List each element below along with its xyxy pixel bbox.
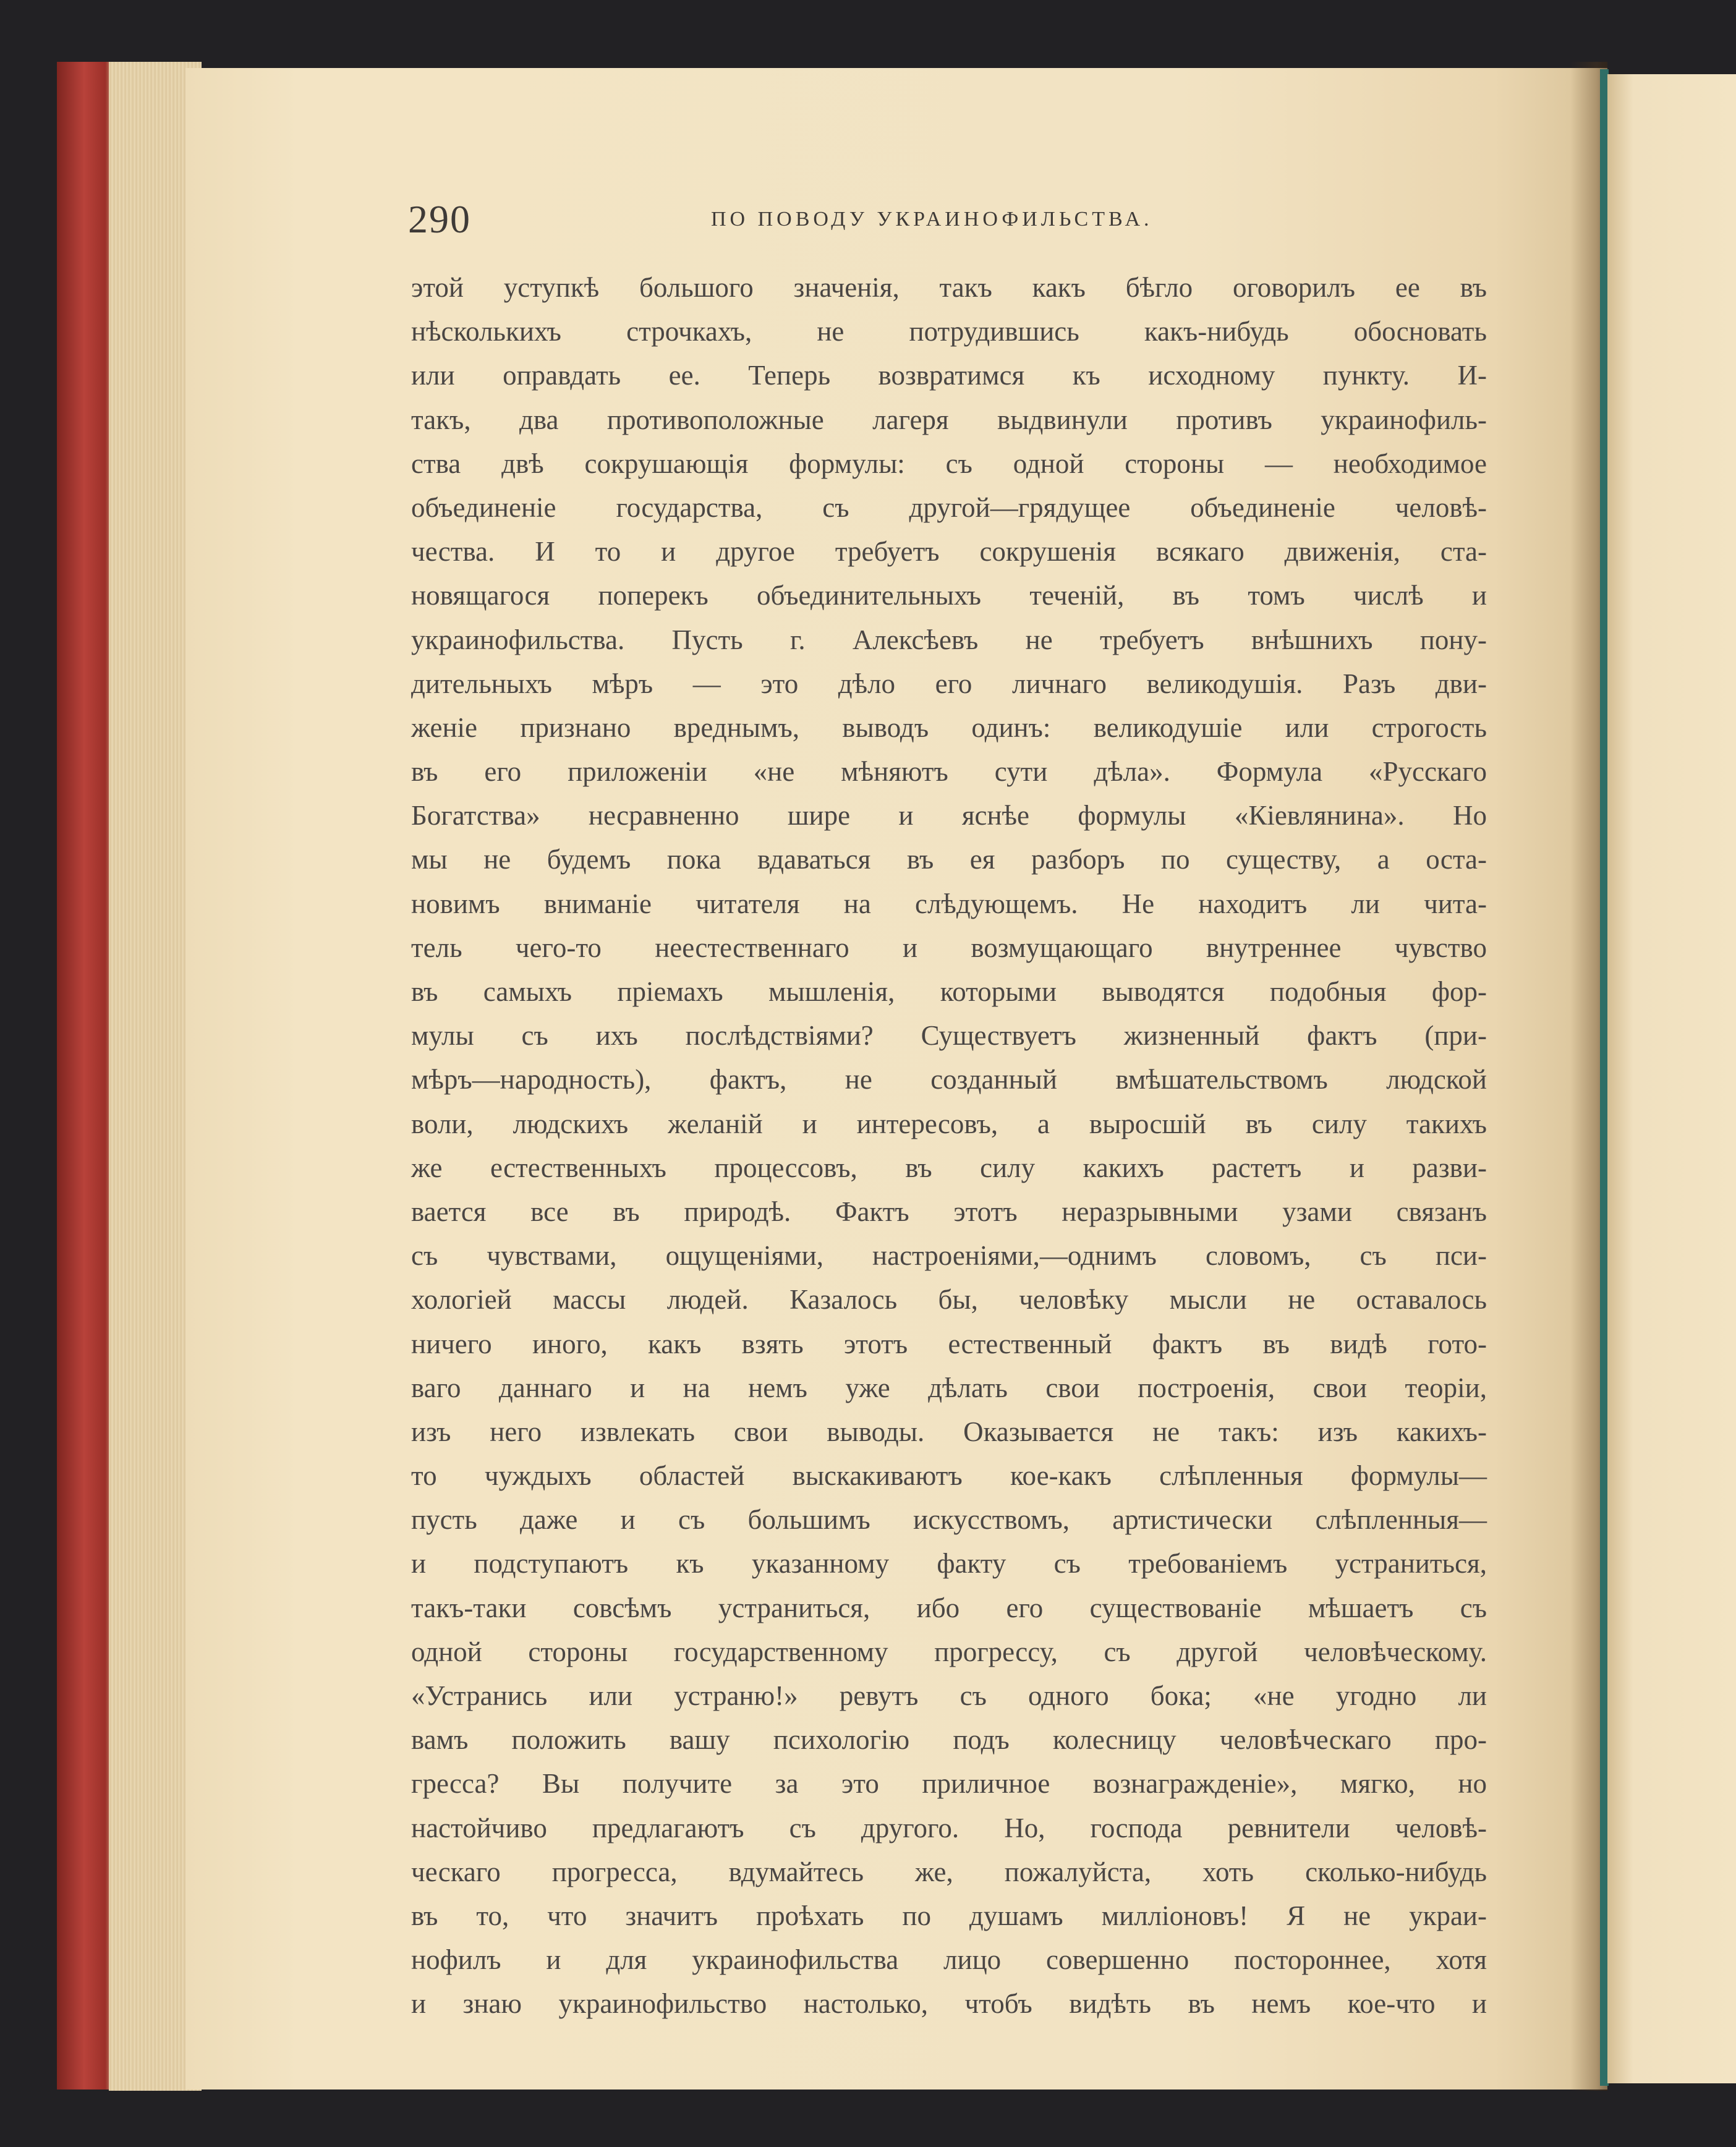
text-line: нофилъ и для украинофильства лицо совершенно постороннее, хотя	[411, 1944, 1487, 1976]
text-line: новимъ вниманіе читателя на слѣдующемъ. Не находитъ ли чита-	[411, 888, 1487, 919]
text-line: съ чувствами, ощущеніями, настроеніями,—однимъ словомъ, съ пси-	[411, 1240, 1487, 1272]
text-line: тель чего-то неестественнаго и возмущающаго внутреннее чувство	[411, 932, 1487, 963]
text-line: же естественныхъ процессовъ, въ силу какихъ растетъ и разви-	[411, 1152, 1487, 1183]
text-line: «Устранись или устраню!» ревутъ съ одного бока; «не угодно ли	[411, 1680, 1487, 1711]
text-line: изъ него извлекать свои выводы. Оказывается не такъ: изъ какихъ-	[411, 1416, 1487, 1447]
text-line: чества. И то и другое требуетъ сокрушенія всякаго движенія, ста-	[411, 536, 1487, 568]
text-line: украинофильства. Пусть г. Алексѣевъ не требуетъ внѣшнихъ пону-	[411, 624, 1487, 655]
text-line: женіе признано вреднымъ, выводъ одинъ: великодушіе или строгость	[411, 712, 1487, 743]
text-line: такъ, два противоположные лагеря выдвинули противъ украинофиль-	[411, 404, 1487, 435]
running-head: ПО ПОВОДУ УКРАИНОФИЛЬСТВА.	[711, 208, 1153, 231]
text-line: гресса? Вы получите за это приличное вознагражденіе», мягко, но	[411, 1768, 1487, 1800]
text-line: ства двѣ сокрушающія формулы: съ одной стороны — необходимое	[411, 448, 1487, 479]
text-line: и подступаютъ къ указанному факту съ требованіемъ устраниться,	[411, 1548, 1487, 1579]
text-line: въ его приложеніи «не мѣняютъ сути дѣла». Формула «Русскаго	[411, 756, 1487, 788]
text-line: такъ-таки совсѣмъ устраниться, ибо его существованіе мѣшаетъ съ	[411, 1592, 1487, 1623]
text-line: мулы съ ихъ послѣдствіями? Существуетъ жизненный фактъ (при-	[411, 1020, 1487, 1052]
text-line: въ то, что значитъ проѣхать по душамъ милліоновъ! Я не украи-	[411, 1900, 1487, 1931]
text-line: новящагося поперекъ объединительныхъ теченій, въ томъ числѣ и	[411, 580, 1487, 611]
text-line: ваго даннаго и на немъ уже дѣлать свои построенія, свои теоріи,	[411, 1372, 1487, 1403]
text-line: мѣръ—народность), фактъ, не созданный вмѣшательствомъ людской	[411, 1064, 1487, 1095]
page-number: 290	[408, 197, 471, 241]
text-line: Богатства» несравненно шире и яснѣе формулы «Кіевлянина». Но	[411, 800, 1487, 831]
text-line: вается все въ природѣ. Фактъ этотъ неразрывными узами связанъ	[411, 1196, 1487, 1227]
text-line: то чуждыхъ областей выскакиваютъ кое-какъ слѣпленныя формулы—	[411, 1460, 1487, 1492]
page-header	[408, 197, 1490, 246]
text-line: вамъ положить вашу психологію подъ колесницу человѣческаго про-	[411, 1724, 1487, 1756]
text-line: ничего иного, какъ взять этотъ естественный фактъ въ видѣ гото-	[411, 1328, 1487, 1359]
text-line: или оправдать ее. Теперь возвратимся къ исходному пункту. И-	[411, 360, 1487, 391]
text-line: одной стороны государственному прогрессу, съ другой человѣческому.	[411, 1636, 1487, 1667]
text-line: и знаю украинофильство настолько, чтобъ видѣть въ немъ кое-что и	[411, 1988, 1487, 2020]
text-line: настойчиво предлагаютъ съ другого. Но, господа ревнители человѣ-	[411, 1812, 1487, 1843]
text-line: воли, людскихъ желаній и интересовъ, а выросшій въ силу такихъ	[411, 1108, 1487, 1139]
facing-page	[1607, 74, 1736, 2083]
text-line: мы не будемъ пока вдаваться въ ея разборъ по существу, а оста-	[411, 844, 1487, 875]
text-line: этой уступкѣ большого значенія, такъ какъ бѣгло оговорилъ ее въ	[411, 272, 1487, 303]
text-line: ческаго прогресса, вдумайтесь же, пожалуйста, хоть сколько-нибудь	[411, 1856, 1487, 1887]
text-line: объединеніе государства, съ другой—грядущее объединеніе человѣ-	[411, 491, 1487, 523]
text-line: дительныхъ мѣръ — это дѣло его личнаго великодушія. Разъ дви-	[411, 668, 1487, 699]
body-text	[411, 266, 1487, 2026]
text-line: пусть даже и съ большимъ искусствомъ, артистически слѣпленныя—	[411, 1504, 1487, 1536]
text-line: нѣсколькихъ строчкахъ, не потрудившись какъ-нибудь обосновать	[411, 316, 1487, 347]
text-line: въ самыхъ пріемахъ мышленія, которыми выводятся подобныя фор-	[411, 976, 1487, 1007]
text-line: хологіей массы людей. Казалось бы, человѣку мысли не оставалось	[411, 1284, 1487, 1316]
